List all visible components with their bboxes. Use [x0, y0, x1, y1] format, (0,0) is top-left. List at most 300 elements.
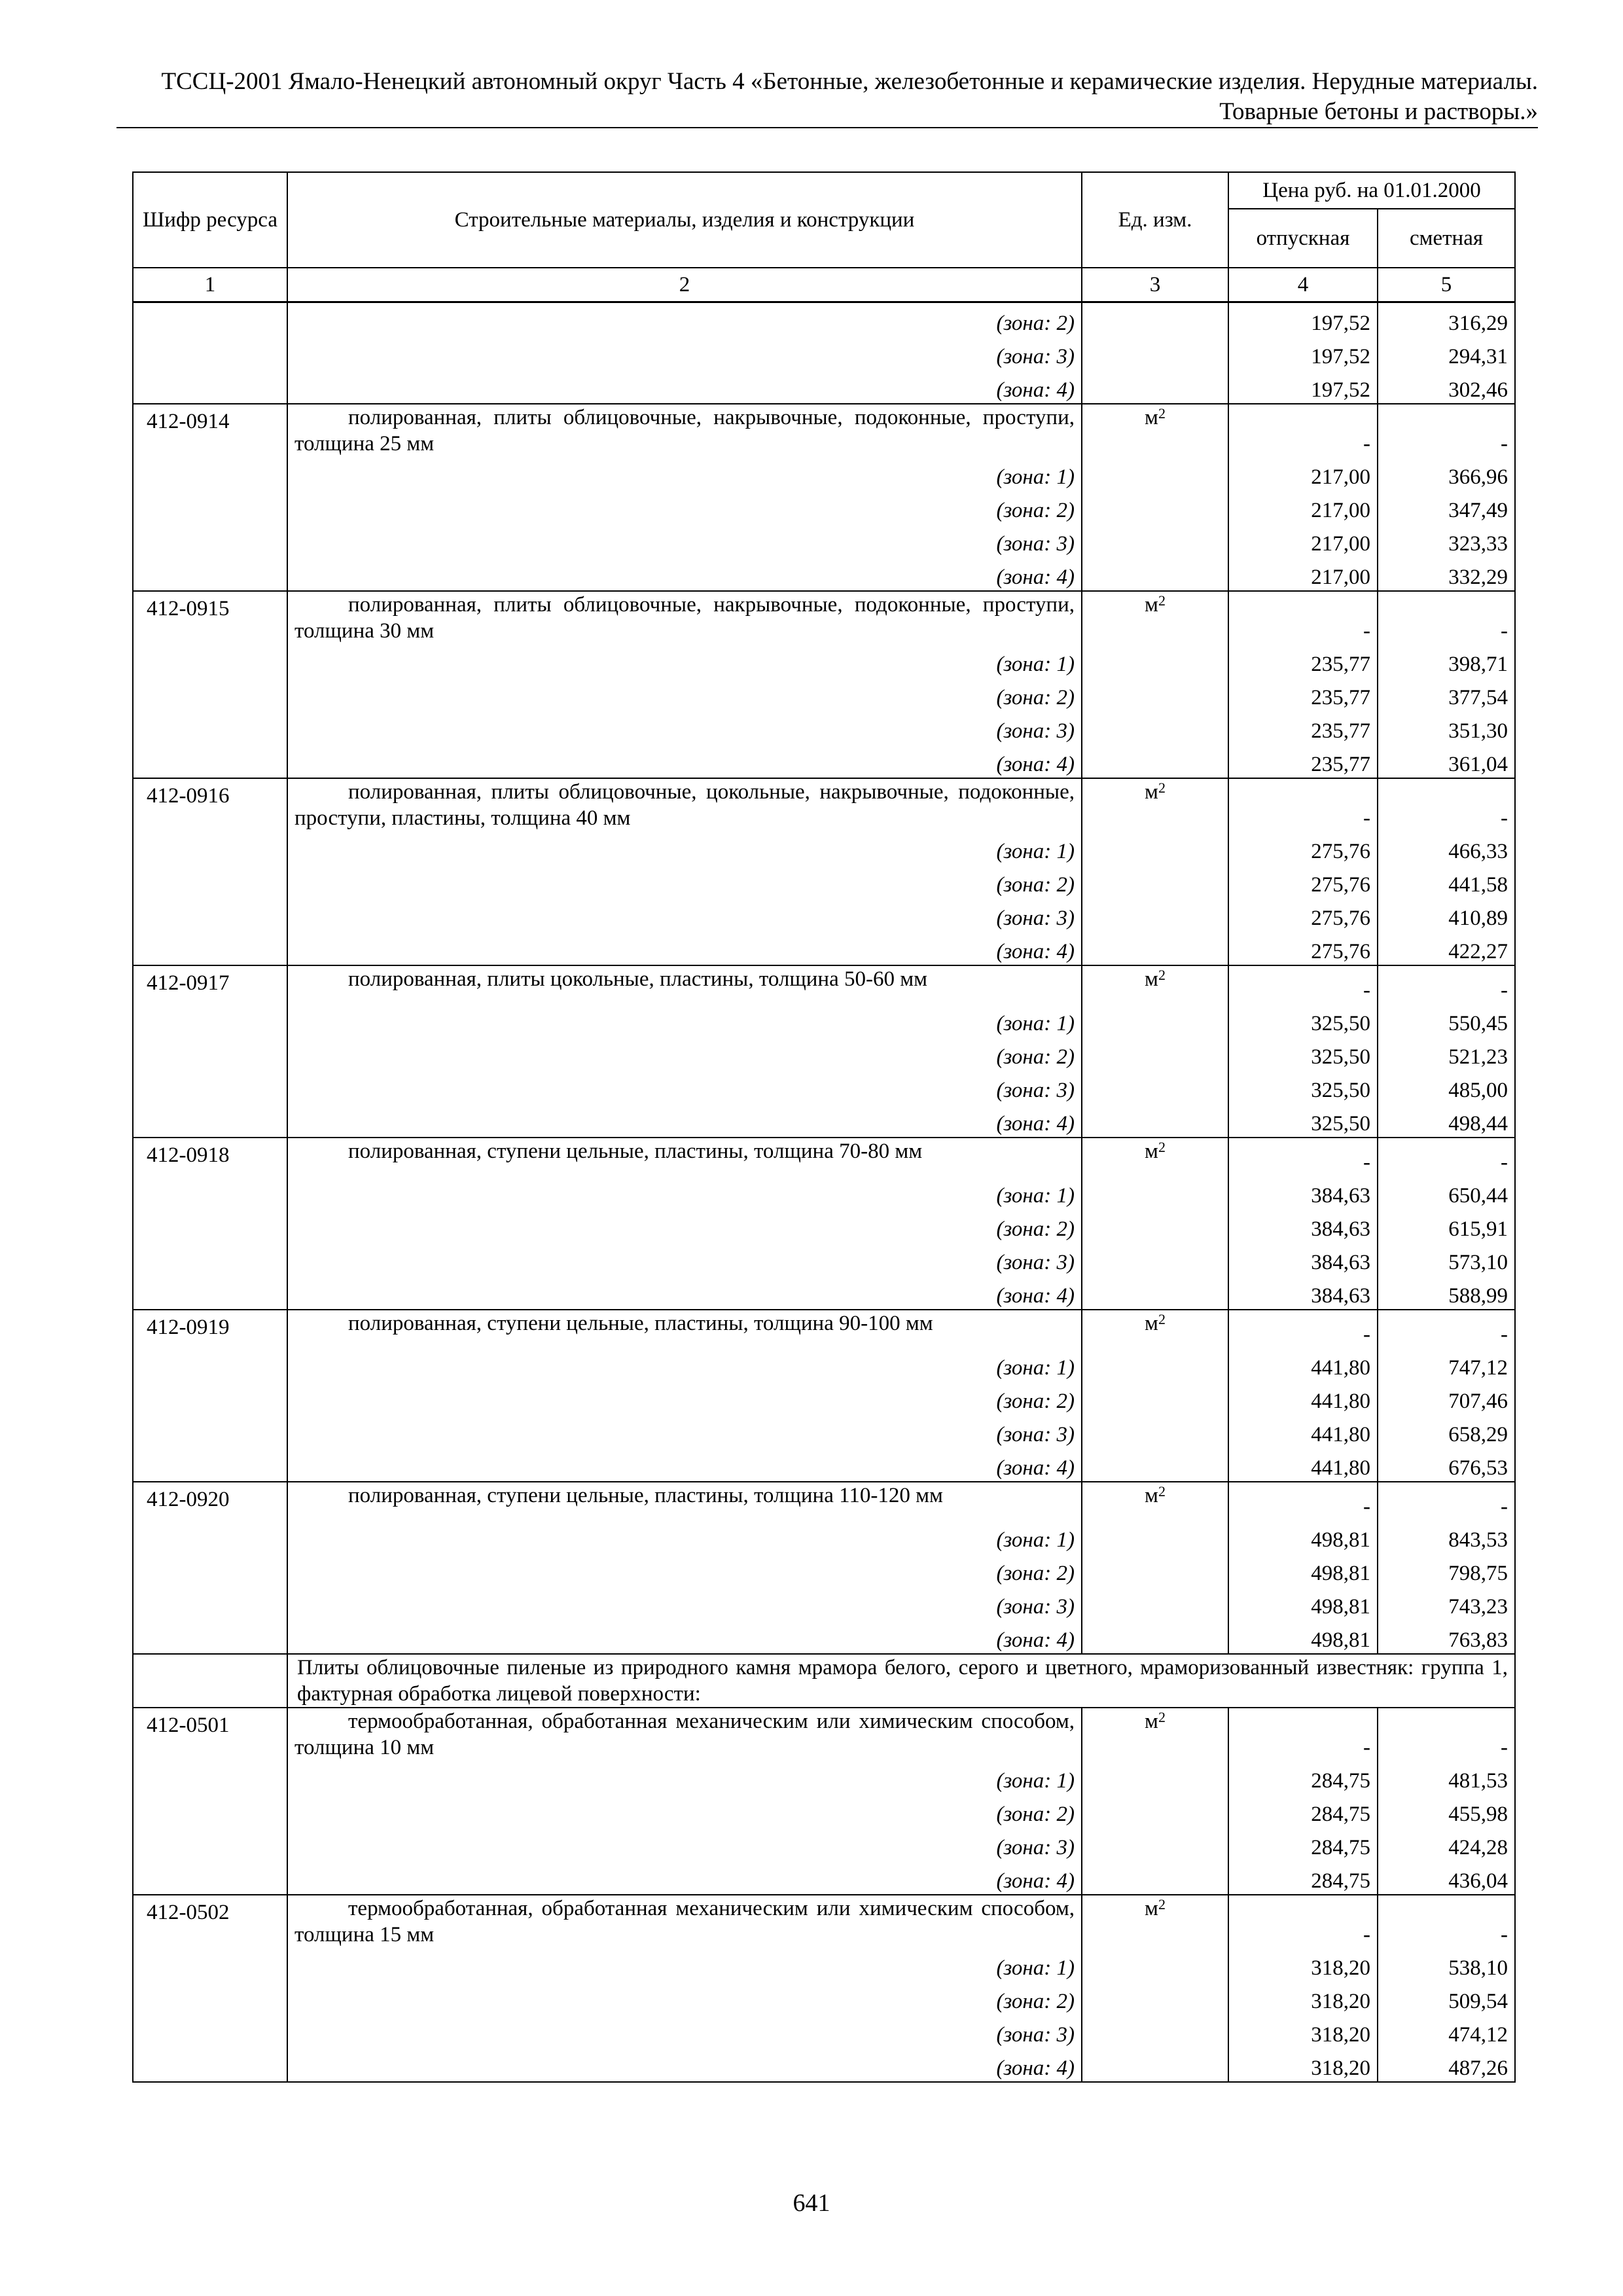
unit-cell — [1082, 1587, 1228, 1620]
zone-label: (зона: 2) — [287, 1381, 1082, 1414]
zone-label: (зона: 1) — [287, 1761, 1082, 1794]
code-cell — [133, 1070, 287, 1103]
zone-row — [133, 898, 1515, 931]
item-row — [133, 1708, 1515, 1761]
estimate-price: 481,53 — [1378, 1761, 1515, 1794]
code-cell — [133, 898, 287, 931]
unit-cell — [1082, 831, 1228, 865]
header-unit: Ед. изм. — [1082, 172, 1228, 268]
code-cell — [133, 1948, 287, 1981]
item-description: полированная, ступени цельные, пластины, толщина 110-120 мм — [287, 1482, 1082, 1520]
column-number: 3 — [1082, 268, 1228, 302]
release-price: 284,75 — [1228, 1794, 1378, 1827]
zone-label: (зона: 1) — [287, 831, 1082, 865]
code-cell — [133, 1654, 287, 1708]
price-table — [132, 171, 1516, 2083]
release-price: 318,20 — [1228, 1981, 1378, 2015]
running-header — [116, 67, 1538, 128]
code-cell — [133, 1103, 287, 1138]
code-cell — [133, 1414, 287, 1448]
estimate-price: - — [1378, 404, 1515, 457]
unit-exponent: 2 — [1158, 1139, 1166, 1155]
unit-cell — [1082, 2048, 1228, 2082]
zone-row — [133, 370, 1515, 404]
code-cell — [133, 1175, 287, 1209]
zone-row — [133, 1794, 1515, 1827]
zone-row — [133, 831, 1515, 865]
zone-label: (зона: 3) — [287, 1070, 1082, 1103]
unit-label: м — [1145, 780, 1158, 804]
zone-label: (зона: 4) — [287, 744, 1082, 778]
unit-cell — [1082, 898, 1228, 931]
unit-cell — [1082, 1070, 1228, 1103]
item-row — [133, 1895, 1515, 1948]
zone-row — [133, 1761, 1515, 1794]
zone-row — [133, 524, 1515, 557]
estimate-price: 377,54 — [1378, 677, 1515, 711]
unit-cell — [1082, 490, 1228, 524]
estimate-price: - — [1378, 1310, 1515, 1348]
release-price: 275,76 — [1228, 898, 1378, 931]
resource-code: 412-0501 — [133, 1708, 287, 1761]
release-price: 275,76 — [1228, 831, 1378, 865]
code-cell — [133, 1381, 287, 1414]
column-number: 1 — [133, 268, 287, 302]
release-price: 318,20 — [1228, 1948, 1378, 1981]
zone-label: (зона: 1) — [287, 644, 1082, 677]
zone-label: (зона: 1) — [287, 1520, 1082, 1553]
item-row — [133, 1310, 1515, 1348]
zone-row — [133, 1003, 1515, 1037]
unit-label: м — [1145, 1897, 1158, 1920]
unit-exponent: 2 — [1158, 780, 1166, 796]
zone-label: (зона: 4) — [287, 1861, 1082, 1895]
zone-row — [133, 1037, 1515, 1070]
zone-label: (зона: 3) — [287, 1414, 1082, 1448]
zone-row — [133, 1520, 1515, 1553]
unit-label: м — [1145, 1710, 1158, 1733]
release-price: 197,52 — [1228, 336, 1378, 370]
zone-row — [133, 1175, 1515, 1209]
zone-row — [133, 1553, 1515, 1587]
code-cell — [133, 1553, 287, 1587]
estimate-price: 436,04 — [1378, 1861, 1515, 1895]
estimate-price: - — [1378, 1708, 1515, 1761]
unit-exponent: 2 — [1158, 1709, 1166, 1725]
group-heading: Плиты облицовочные пиленые из природного камня мрамора белого, серого и цветного, мраморизованный известняк: группа 1, фактурная обработка лицевой поверхности: — [287, 1654, 1515, 1708]
zone-row — [133, 1209, 1515, 1242]
zone-row — [133, 677, 1515, 711]
estimate-price: 538,10 — [1378, 1948, 1515, 1981]
zone-label: (зона: 4) — [287, 370, 1082, 404]
unit-cell — [1082, 644, 1228, 677]
unit-cell — [1082, 1794, 1228, 1827]
item-row — [133, 1482, 1515, 1520]
unit-cell — [1082, 1448, 1228, 1482]
unit-cell — [1082, 1348, 1228, 1381]
release-price: 284,75 — [1228, 1761, 1378, 1794]
column-number: 2 — [287, 268, 1082, 302]
zone-label: (зона: 2) — [287, 1553, 1082, 1587]
code-cell — [133, 2015, 287, 2048]
unit-cell — [1082, 1003, 1228, 1037]
zone-row — [133, 744, 1515, 778]
code-cell — [133, 1620, 287, 1654]
code-cell — [133, 1448, 287, 1482]
zone-label: (зона: 4) — [287, 1276, 1082, 1310]
unit-label: м — [1145, 967, 1158, 991]
zone-row — [133, 1448, 1515, 1482]
estimate-price: 650,44 — [1378, 1175, 1515, 1209]
zone-label: (зона: 2) — [287, 1981, 1082, 2015]
release-price: 498,81 — [1228, 1553, 1378, 1587]
unit-cell — [1082, 336, 1228, 370]
code-cell — [133, 711, 287, 744]
release-price: 318,20 — [1228, 2015, 1378, 2048]
zone-row — [133, 1587, 1515, 1620]
zone-row — [133, 2015, 1515, 2048]
zone-label: (зона: 4) — [287, 557, 1082, 591]
item-description: полированная, плиты облицовочные, цокольные, накрывочные, подоконные, проступи, пластины, толщина 40 мм — [287, 778, 1082, 831]
unit-label: м — [1145, 593, 1158, 617]
code-cell — [133, 557, 287, 591]
zone-row — [133, 1861, 1515, 1895]
zone-row — [133, 1381, 1515, 1414]
item-description: термообработанная, обработанная механическим или химическим способом, толщина 15 мм — [287, 1895, 1082, 1948]
unit-cell — [1082, 1381, 1228, 1414]
release-price: 235,77 — [1228, 744, 1378, 778]
zone-row — [133, 457, 1515, 490]
estimate-price: - — [1378, 591, 1515, 644]
unit-exponent: 2 — [1158, 1311, 1166, 1327]
item-row — [133, 591, 1515, 644]
unit-exponent: 2 — [1158, 967, 1166, 983]
estimate-price: 550,45 — [1378, 1003, 1515, 1037]
unit-cell — [1082, 711, 1228, 744]
estimate-price: 707,46 — [1378, 1381, 1515, 1414]
header-line-1: ТССЦ-2001 Ямало-Ненецкий автономный округ Часть 4 «Бетонные, железобетонные и керамические изделия. Нерудные материалы. — [161, 68, 1538, 95]
release-price: 217,00 — [1228, 490, 1378, 524]
zone-label: (зона: 3) — [287, 898, 1082, 931]
estimate-price: 487,26 — [1378, 2048, 1515, 2082]
table-body — [133, 302, 1515, 2083]
release-price: - — [1228, 1708, 1378, 1761]
zone-label: (зона: 4) — [287, 1103, 1082, 1138]
estimate-price: 424,28 — [1378, 1827, 1515, 1861]
zone-row — [133, 1948, 1515, 1981]
unit-cell — [1082, 1138, 1228, 1175]
estimate-price: 588,99 — [1378, 1276, 1515, 1310]
release-price: 498,81 — [1228, 1620, 1378, 1654]
zone-label: (зона: 2) — [287, 1037, 1082, 1070]
zone-row — [133, 1276, 1515, 1310]
unit-cell — [1082, 865, 1228, 898]
zone-row — [133, 1103, 1515, 1138]
zone-row — [133, 644, 1515, 677]
estimate-price: 332,29 — [1378, 557, 1515, 591]
zone-label: (зона: 3) — [287, 711, 1082, 744]
zone-row — [133, 1981, 1515, 2015]
header-estimate: сметная — [1378, 209, 1515, 268]
header-price: Цена руб. на 01.01.2000 — [1228, 172, 1515, 209]
release-price: - — [1228, 591, 1378, 644]
estimate-price: - — [1378, 1895, 1515, 1948]
item-row — [133, 1138, 1515, 1175]
zone-label: (зона: 1) — [287, 1003, 1082, 1037]
release-price: 325,50 — [1228, 1070, 1378, 1103]
release-price: 498,81 — [1228, 1587, 1378, 1620]
zone-row — [133, 1348, 1515, 1381]
unit-cell — [1082, 591, 1228, 644]
estimate-price: - — [1378, 1482, 1515, 1520]
unit-cell — [1082, 1414, 1228, 1448]
unit-label: м — [1145, 1139, 1158, 1163]
estimate-price: 498,44 — [1378, 1103, 1515, 1138]
unit-cell — [1082, 1520, 1228, 1553]
code-cell — [133, 744, 287, 778]
estimate-price: 455,98 — [1378, 1794, 1515, 1827]
estimate-price: 398,71 — [1378, 644, 1515, 677]
item-description: полированная, плиты цокольные, пластины, толщина 50-60 мм — [287, 965, 1082, 1003]
code-cell — [133, 831, 287, 865]
code-cell — [133, 1242, 287, 1276]
code-cell — [133, 865, 287, 898]
estimate-price: 474,12 — [1378, 2015, 1515, 2048]
zone-row — [133, 2048, 1515, 2082]
zone-row — [133, 490, 1515, 524]
estimate-price: - — [1378, 1138, 1515, 1175]
unit-cell — [1082, 302, 1228, 337]
zone-label: (зона: 3) — [287, 2015, 1082, 2048]
code-cell — [133, 457, 287, 490]
estimate-price: 351,30 — [1378, 711, 1515, 744]
release-price: 498,81 — [1228, 1520, 1378, 1553]
estimate-price: 466,33 — [1378, 831, 1515, 865]
unit-cell — [1082, 1761, 1228, 1794]
item-row — [133, 404, 1515, 457]
zone-row — [133, 931, 1515, 965]
resource-code: 412-0920 — [133, 1482, 287, 1520]
release-price: 441,80 — [1228, 1414, 1378, 1448]
release-price: 318,20 — [1228, 2048, 1378, 2082]
unit-cell — [1082, 457, 1228, 490]
estimate-price: - — [1378, 965, 1515, 1003]
estimate-price: 743,23 — [1378, 1587, 1515, 1620]
zone-label: (зона: 2) — [287, 865, 1082, 898]
code-cell — [133, 1587, 287, 1620]
unit-cell — [1082, 744, 1228, 778]
release-price: - — [1228, 1138, 1378, 1175]
unit-cell — [1082, 1708, 1228, 1761]
estimate-price: 573,10 — [1378, 1242, 1515, 1276]
release-price: 235,77 — [1228, 644, 1378, 677]
zone-row — [133, 302, 1515, 337]
page-number: 641 — [793, 2189, 830, 2217]
estimate-price: 302,46 — [1378, 370, 1515, 404]
zone-label: (зона: 2) — [287, 490, 1082, 524]
zone-row — [133, 1070, 1515, 1103]
release-price: 217,00 — [1228, 524, 1378, 557]
code-cell — [133, 1520, 287, 1553]
code-cell — [133, 490, 287, 524]
unit-exponent: 2 — [1158, 592, 1166, 609]
item-row — [133, 965, 1515, 1003]
code-cell — [133, 1348, 287, 1381]
estimate-price: 441,58 — [1378, 865, 1515, 898]
zone-label: (зона: 1) — [287, 1175, 1082, 1209]
resource-code: 412-0919 — [133, 1310, 287, 1348]
code-cell — [133, 677, 287, 711]
unit-label: м — [1145, 1484, 1158, 1507]
unit-label: м — [1145, 406, 1158, 429]
estimate-price: 747,12 — [1378, 1348, 1515, 1381]
unit-exponent: 2 — [1158, 1896, 1166, 1912]
item-description: термообработанная, обработанная механическим или химическим способом, толщина 10 мм — [287, 1708, 1082, 1761]
resource-code: 412-0918 — [133, 1138, 287, 1175]
unit-cell — [1082, 370, 1228, 404]
unit-cell — [1082, 778, 1228, 831]
release-price: - — [1228, 1895, 1378, 1948]
zone-label: (зона: 3) — [287, 1242, 1082, 1276]
item-description: полированная, плиты облицовочные, накрывочные, подоконные, проступи, толщина 30 мм — [287, 591, 1082, 644]
unit-cell — [1082, 557, 1228, 591]
unit-exponent: 2 — [1158, 1483, 1166, 1499]
zone-label: (зона: 2) — [287, 1209, 1082, 1242]
zone-label: (зона: 4) — [287, 2048, 1082, 2082]
zone-row — [133, 865, 1515, 898]
release-price: 275,76 — [1228, 865, 1378, 898]
resource-code: 412-0914 — [133, 404, 287, 457]
zone-row — [133, 1620, 1515, 1654]
estimate-price: 316,29 — [1378, 302, 1515, 337]
estimate-price: 843,53 — [1378, 1520, 1515, 1553]
unit-cell — [1082, 524, 1228, 557]
resource-code: 412-0917 — [133, 965, 287, 1003]
unit-exponent: 2 — [1158, 405, 1166, 422]
code-cell — [133, 1794, 287, 1827]
unit-cell — [1082, 1482, 1228, 1520]
zone-label: (зона: 4) — [287, 1620, 1082, 1654]
release-price: 235,77 — [1228, 711, 1378, 744]
resource-code: 412-0915 — [133, 591, 287, 644]
code-cell — [133, 370, 287, 404]
code-cell — [133, 931, 287, 965]
code-cell — [133, 644, 287, 677]
estimate-price: 323,33 — [1378, 524, 1515, 557]
column-number: 4 — [1228, 268, 1378, 302]
unit-cell — [1082, 1553, 1228, 1587]
release-price: 441,80 — [1228, 1348, 1378, 1381]
zone-row — [133, 711, 1515, 744]
unit-cell — [1082, 1175, 1228, 1209]
release-price: 441,80 — [1228, 1448, 1378, 1482]
estimate-price: 294,31 — [1378, 336, 1515, 370]
estimate-price: 361,04 — [1378, 744, 1515, 778]
resource-code: 412-0502 — [133, 1895, 287, 1948]
table-header — [133, 172, 1515, 302]
release-price: 384,63 — [1228, 1209, 1378, 1242]
group-row — [133, 1654, 1515, 1708]
item-description: полированная, ступени цельные, пластины, толщина 70-80 мм — [287, 1138, 1082, 1175]
release-price: - — [1228, 778, 1378, 831]
unit-cell — [1082, 1209, 1228, 1242]
item-row — [133, 778, 1515, 831]
code-cell — [133, 1981, 287, 2015]
release-price: 441,80 — [1228, 1381, 1378, 1414]
estimate-price: 422,27 — [1378, 931, 1515, 965]
release-price: 384,63 — [1228, 1242, 1378, 1276]
unit-cell — [1082, 1620, 1228, 1654]
release-price: 384,63 — [1228, 1175, 1378, 1209]
item-description: полированная, ступени цельные, пластины, толщина 90-100 мм — [287, 1310, 1082, 1348]
code-cell — [133, 1827, 287, 1861]
release-price: 325,50 — [1228, 1037, 1378, 1070]
header-code: Шифр ресурса — [133, 172, 287, 268]
unit-cell — [1082, 1981, 1228, 2015]
unit-cell — [1082, 1310, 1228, 1348]
estimate-price: 798,75 — [1378, 1553, 1515, 1587]
release-price: - — [1228, 1310, 1378, 1348]
code-cell — [133, 524, 287, 557]
zone-label: (зона: 1) — [287, 1348, 1082, 1381]
unit-cell — [1082, 404, 1228, 457]
zone-label: (зона: 4) — [287, 931, 1082, 965]
release-price: 197,52 — [1228, 302, 1378, 337]
unit-cell — [1082, 1895, 1228, 1948]
release-price: - — [1228, 965, 1378, 1003]
unit-label: м — [1145, 1312, 1158, 1335]
release-price: 384,63 — [1228, 1276, 1378, 1310]
release-price: 325,50 — [1228, 1103, 1378, 1138]
estimate-price: 485,00 — [1378, 1070, 1515, 1103]
code-cell — [133, 2048, 287, 2082]
unit-cell — [1082, 1276, 1228, 1310]
release-price: 325,50 — [1228, 1003, 1378, 1037]
code-cell — [133, 1861, 287, 1895]
release-price: 235,77 — [1228, 677, 1378, 711]
unit-cell — [1082, 1948, 1228, 1981]
release-price: 217,00 — [1228, 457, 1378, 490]
unit-cell — [1082, 1037, 1228, 1070]
zone-row — [133, 1242, 1515, 1276]
header-line-2: Товарные бетоны и растворы.» — [1219, 98, 1538, 125]
zone-label: (зона: 3) — [287, 1827, 1082, 1861]
unit-cell — [1082, 1103, 1228, 1138]
release-price: - — [1228, 404, 1378, 457]
release-price: 284,75 — [1228, 1827, 1378, 1861]
unit-cell — [1082, 677, 1228, 711]
code-cell — [133, 1003, 287, 1037]
unit-cell — [1082, 1827, 1228, 1861]
code-cell — [133, 336, 287, 370]
resource-code: 412-0916 — [133, 778, 287, 831]
zone-label: (зона: 4) — [287, 1448, 1082, 1482]
estimate-price: 347,49 — [1378, 490, 1515, 524]
estimate-price: - — [1378, 778, 1515, 831]
header-name: Строительные материалы, изделия и конструкции — [287, 172, 1082, 268]
zone-label: (зона: 1) — [287, 457, 1082, 490]
zone-row — [133, 336, 1515, 370]
code-cell — [133, 1276, 287, 1310]
zone-label: (зона: 3) — [287, 1587, 1082, 1620]
estimate-price: 763,83 — [1378, 1620, 1515, 1654]
release-price: 284,75 — [1228, 1861, 1378, 1895]
unit-cell — [1082, 2015, 1228, 2048]
code-cell — [133, 1761, 287, 1794]
zone-row — [133, 557, 1515, 591]
estimate-price: 615,91 — [1378, 1209, 1515, 1242]
unit-cell — [1082, 931, 1228, 965]
